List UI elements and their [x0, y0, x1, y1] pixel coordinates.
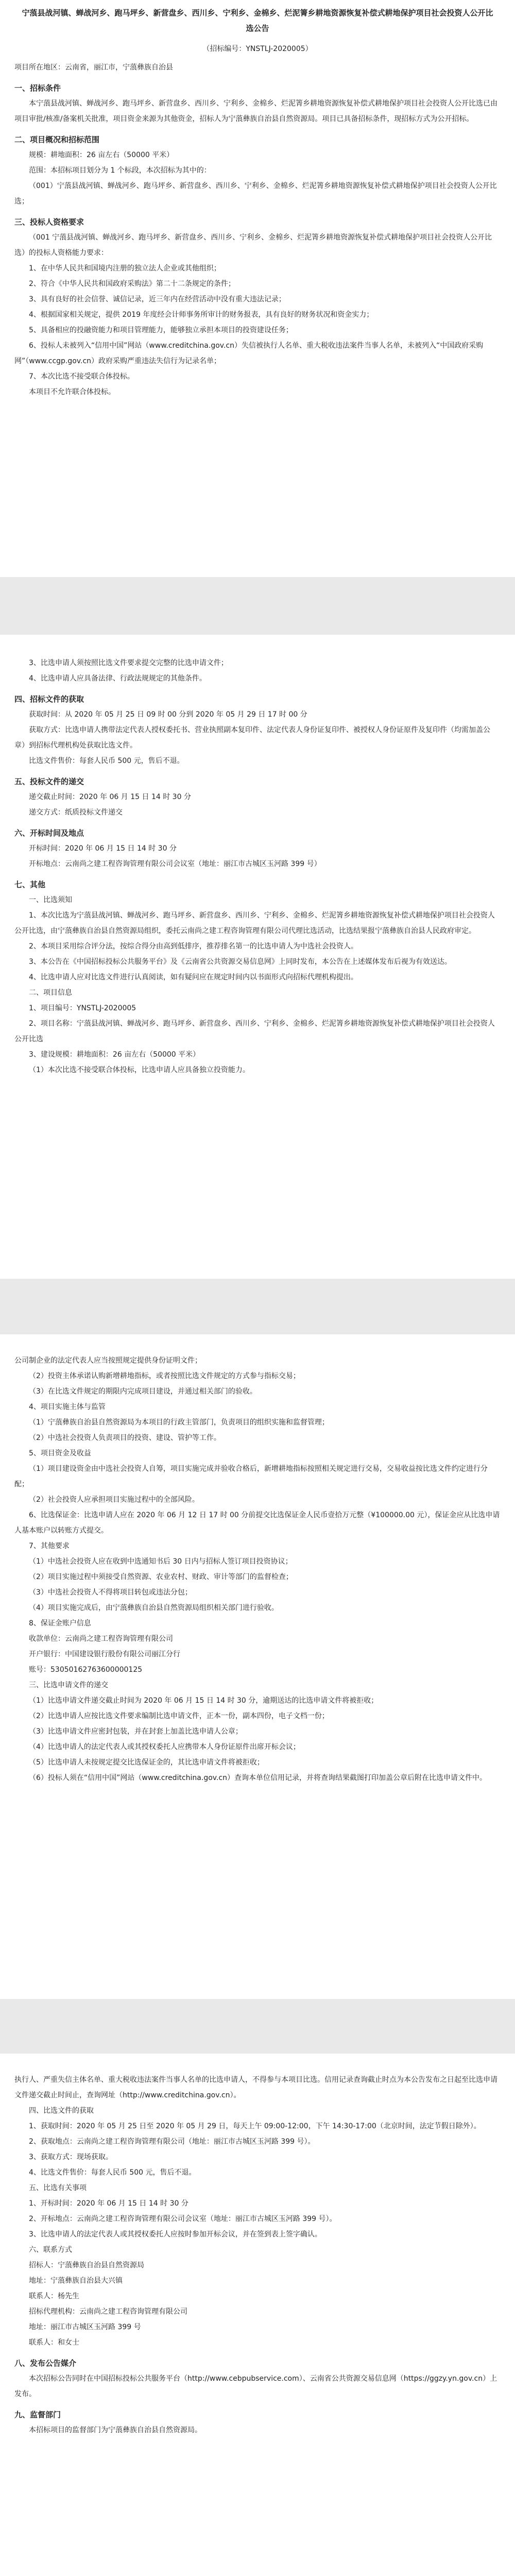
sub-heading: 五、比选有关事项	[29, 2184, 87, 2192]
list-item: 1、获取时间：2020 年 05 月 25 日至 2020 年 05 月 29 日，每天上午 09:00-12:00，下午 14:30-17:00（北京时间，法定节假日除外）。	[29, 2122, 481, 2130]
list-item: （3）中选社会投资人不得将项目转包或违法分包；	[29, 1588, 192, 1597]
account-info: 账号：53050162763600000125	[29, 1666, 143, 1674]
paragraph: 本次招标公告同时在中国招标投标公共服务平台（http://www.cebpubservice.com）、云南省公共资源交易信息网（https://ggzy.yn.gov.cn）上发布。	[14, 2375, 497, 2398]
sub-heading: 一、比选须知	[29, 896, 72, 904]
section-heading: 二、项目概况和招标范围	[14, 135, 100, 144]
list-item: 3、本公告在《中国招标投标公共服务平台》及《云南省公共资源交易信息网》上同时发布，本公告在上述媒体发布后视为有效送达。	[29, 958, 452, 966]
section-heading: 三、投标人资格要求	[14, 217, 84, 227]
list-item: （3）比选申请文件应密封包装，并在封套上加盖比选申请人公章；	[29, 1727, 243, 1736]
sub-heading: 四、比选文件的获取	[29, 2107, 94, 2115]
list-item: （2）项目实施过程中须接受自然资源、农业农村、财政、审计等部门的监督检查；	[29, 1573, 293, 1581]
list-item: （3）在比选文件规定的期限内完成项目建设，并通过相关部门的验收。	[29, 1387, 257, 1396]
paragraph: 执行人、严重失信主体名单、重大税收违法案件当事人名单的比选申请人，不得参与本项目比选。信用记录查询截止时点为本公告发布之日起至比选申请文件递交截止时间止，查询网址（http://www.creditchina.gov.cn）。	[14, 2076, 497, 2099]
list-item: （5）比选申请人未按规定提交比选保证金的，其比选申请文件将被拒收；	[29, 1758, 264, 1767]
contact-line: 地址：宁蒗彝族自治县大兴镇	[29, 2277, 123, 2285]
list-item: （1）中选社会投资人应在收到中选通知书后 30 日内与招标人签订项目投资协议；	[29, 1557, 293, 1566]
list-item: （4）比选申请人的法定代表人或其授权委托人应携带本人身份证原件出席开标会议；	[29, 1743, 300, 1751]
page-3	[0, 1334, 515, 1999]
account-info: 收款单位：云南尚之建工程咨询管理有限公司	[29, 1635, 173, 1643]
paragraph: 本宁蒗县战河镇、蝉战河乡、跑马坪乡、新营盘乡、西川乡、宁利乡、金棉乡、烂泥箐乡耕地资源恢复补偿式耕地保护项目社会投资人公开比选已由项目审批/核准/备案机关批准，项目资金来源为其他资金，招标人为宁蒗彝族自治县自然资源局。项目已具备招标条件，现招标方式为公开招标。	[14, 99, 497, 123]
sub-heading: 六、联系方式	[29, 2246, 72, 2254]
list-item: 4、根据国家相关规定，提供 2019 年度经会计师事务所审计的财务报表，具有良好的财务状况和资金实力；	[29, 311, 374, 319]
list-item: （4）项目实施完成后，由宁蒗彝族自治县自然资源局组织相关部门进行验收。	[29, 1604, 279, 1612]
section-heading: 一、招标条件	[14, 83, 61, 93]
paragraph: 开标地点：云南尚之建工程咨询管理有限公司会议室（地址：丽江市古城区玉河路 399 号）	[29, 860, 321, 868]
contact-line: 联系人：杨先生	[29, 2292, 79, 2300]
paragraph: 范围：本招标项目划分为 1 个标段，本次招标为其中的：	[29, 166, 211, 175]
paragraph: 递交方式：纸质投标文件递交	[29, 808, 123, 817]
list-item: （2）社会投资人应承担项目实施过程中的全部风险。	[29, 1496, 199, 1504]
list-item: 4、比选文件售价：每套人民币 500 元，售后不退。	[29, 2168, 196, 2177]
list-item: （2）中选社会投资人负责项目的投资、建设、管护等工作。	[29, 1434, 221, 1442]
list-item: 1、在中华人民共和国境内注册的独立法人企业或其他组织；	[29, 264, 221, 273]
sub-heading: 二、项目信息	[29, 989, 72, 997]
list-item: （1）项目建设资金由中选社会投资人自筹，项目实施完成并验收合格后，新增耕地指标按照相关规定进行交易，交易收益按比选文件约定进行分配；	[14, 1465, 488, 1488]
section-heading: 七、其他	[14, 880, 46, 889]
paragraph: 本项目不允许联合体投标。	[29, 388, 115, 396]
list-item: 1、项目编号：YNSTLJ-2020005	[29, 1004, 136, 1012]
list-item: （2）比选申请人应按比选文件要求编制比选申请文件，正本一份，副本四份，电子文档一份；	[29, 1712, 329, 1720]
page-4	[0, 2054, 515, 2576]
document-number: （招标编号：YNSTLJ-2020005）	[202, 45, 313, 53]
paragraph: 比选文件售价：每套人民币 500 元，售后不退。	[29, 757, 184, 765]
list-item: 7、本次比选不接受联合体投标。	[29, 372, 134, 381]
sub-heading: 8、保证金账户信息	[29, 1619, 91, 1628]
contact-line: 招标代理机构：云南尚之建工程咨询管理有限公司	[29, 2308, 187, 2316]
project-location: 项目所在地区：云南省，丽江市，宁蒗彝族自治县	[14, 63, 173, 72]
list-item: 2、符合《中华人民共和国政府采购法》第二十二条规定的条件；	[29, 280, 235, 288]
document-title: 宁蒗县战河镇、蝉战河乡、跑马坪乡、新营盘乡、西川乡、宁利乡、金棉乡、烂泥箐乡耕地资源恢复补偿式耕地保护项目社会投资人公开比选公告	[22, 8, 493, 33]
sub-heading: 4、项目实施主体与监管	[29, 1403, 106, 1411]
list-item: （1）本次比选不接受联合体投标，比选申请人应具备独立投资能力。	[29, 1066, 250, 1074]
list-item: （6）投标人须在“信用中国”网站（www.creditchina.gov.cn）查询本单位信用记录，并将查询结果截图打印加盖公章后附在比选申请文件中。	[29, 1774, 487, 1782]
paragraph: 递交截止时间：2020 年 06 月 15 日 14 时 30 分	[29, 793, 191, 801]
list-item: 4、比选申请人应对比选文件进行认真阅读，如有疑问应在规定时间内以书面形式向招标代理机构提出。	[29, 973, 358, 981]
section-heading: 五、投标文件的递交	[14, 777, 84, 786]
list-item: 2、项目名称：宁蒗县战河镇、蝉战河乡、跑马坪乡、新营盘乡、西川乡、宁利乡、金棉乡、烂泥箐乡耕地资源恢复补偿式耕地保护项目社会投资人公开比选	[14, 1020, 495, 1043]
list-item: 2、开标地点：云南尚之建工程咨询管理有限公司会议室（地址：丽江市古城区玉河路 399 号）。	[29, 2215, 337, 2223]
contact-line: 地址：丽江市古城区玉河路 399 号	[29, 2323, 141, 2331]
list-item: 2、获取地点：云南尚之建工程咨询管理有限公司（地址：丽江市古城区玉河路 399 号）。	[29, 2138, 315, 2146]
section-heading: 九、监督部门	[14, 2410, 61, 2419]
page-2	[0, 635, 515, 1279]
list-item: 1、开标时间：2020 年 06 月 15 日 14 时 30 分	[29, 2199, 188, 2208]
paragraph: 本招标项目的监督部门为宁蒗彝族自治县自然资源局。	[29, 2426, 202, 2434]
contact-line: 招标人：宁蒗彝族自治县自然资源局	[29, 2261, 144, 2269]
paragraph: 开标时间：2020 年 06 月 15 日 14 时 30 分	[29, 844, 177, 853]
paragraph: （001）宁蒗县战河镇、蝉战河乡、跑马坪乡、新营盘乡、西川乡、宁利乡、金棉乡、烂泥箐乡耕地资源恢复补偿式耕地保护项目社会投资人公开比选；	[14, 182, 497, 206]
list-item: 4、比选申请人应具备法律、行政法规规定的其他条件。	[29, 674, 207, 683]
section-heading: 六、开标时间及地点	[14, 828, 84, 838]
sub-heading: 三、比选申请文件的递交	[29, 1681, 108, 1689]
list-item: （1）比选申请文件递交截止时间为 2020 年 06 月 15 日 14 时 30 分，逾期送达的比选申请文件将被拒收；	[29, 1697, 379, 1705]
paragraph: 获取方式：比选申请人携带法定代表人授权委托书、营业执照副本复印件、法定代表人身份证复印件、被授权人身份证原件及复印件（均需加盖公章）到招标代理机构处获取比选文件。	[14, 726, 490, 750]
paragraph: 规模：耕地面积：26 亩左右（50000 平米）	[29, 151, 174, 159]
list-item: 3、具有良好的社会信誉、诚信记录，近三年内在经营活动中没有重大违法记录；	[29, 295, 286, 303]
list-item: 1、本次比选为宁蒗县战河镇、蝉战河乡、跑马坪乡、新营盘乡、西川乡、宁利乡、金棉乡、烂泥箐乡耕地资源恢复补偿式耕地保护项目社会投资人公开比选，由宁蒗彝族自治县自然资源局组织，委托云南尚之建工程咨询管理有限公司代理比选活动，比选结果报宁蒗彝族自治县人民政府审定。	[14, 911, 495, 935]
page-1	[0, 0, 515, 577]
paragraph: （001 宁蒗县战河镇、蝉战河乡、跑马坪乡、新营盘乡、西川乡、宁利乡、金棉乡、烂泥箐乡耕地资源恢复补偿式耕地保护项目社会投资人公开比选）的投标人资格能力要求：	[14, 233, 492, 257]
section-heading: 八、发布公告媒介	[14, 2359, 77, 2368]
paragraph: 获取时间：从 2020 年 05 月 25 日 09 时 00 分到 2020 年 05 月 29 日 17 时 00 分	[29, 710, 307, 719]
contact-line: 联系人：和女士	[29, 2338, 79, 2347]
list-item: 3、比选申请人须按照比选文件要求提交完整的比选申请文件；	[29, 659, 228, 667]
list-item: 6、投标人未被列入“信用中国”网站（www.creditchina.gov.cn）失信被执行人名单、重大税收违法案件当事人名单，未被列入“中国政府采购网”（www.ccgp.gov.cn）政府采购严重违法失信行为记录名单；	[14, 342, 484, 365]
list-item: 6、比选保证金：比选申请人应在 2020 年 06 月 12 日 17 时 00 分前提交比选保证金人民币壹拾万元整（¥100000.00 元），保证金应从比选申请人基本账户以转账方式提交。	[14, 1511, 500, 1535]
paragraph: 公司制企业的法定代表人应当按照规定提供身份证明文件；	[14, 1357, 202, 1365]
section-heading: 四、招标文件的获取	[14, 694, 84, 704]
sub-heading: 7、其他要求	[29, 1542, 70, 1550]
list-item: 3、获取方式：现场获取。	[29, 2153, 113, 2161]
sub-heading: 5、项目资金及收益	[29, 1449, 91, 1458]
list-item: （1）宁蒗彝族自治县自然资源局为本项目的行政主管部门，负责项目的组织实施和监督管理；	[29, 1418, 329, 1427]
list-item: 3、建设规模：耕地面积：26 亩左右（50000 平米）	[29, 1050, 200, 1059]
account-info: 开户银行：中国建设银行股份有限公司丽江分行	[29, 1650, 180, 1658]
list-item: （2）投资主体承诺认购新增耕地指标，或者按照比选文件规定的方式参与指标交易；	[29, 1372, 300, 1380]
list-item: 3、比选申请人的法定代表人或其授权委托人应按时参加开标会议，并在签到表上签字确认。	[29, 2230, 322, 2239]
list-item: 2、本项目采用综合评分法，按综合得分由高到低排序，推荐排名第一的比选申请人为中选社会投资人。	[29, 942, 358, 951]
list-item: 5、具备相应的投融资能力和项目管理能力，能够独立承担本项目的投资建设任务；	[29, 326, 293, 334]
